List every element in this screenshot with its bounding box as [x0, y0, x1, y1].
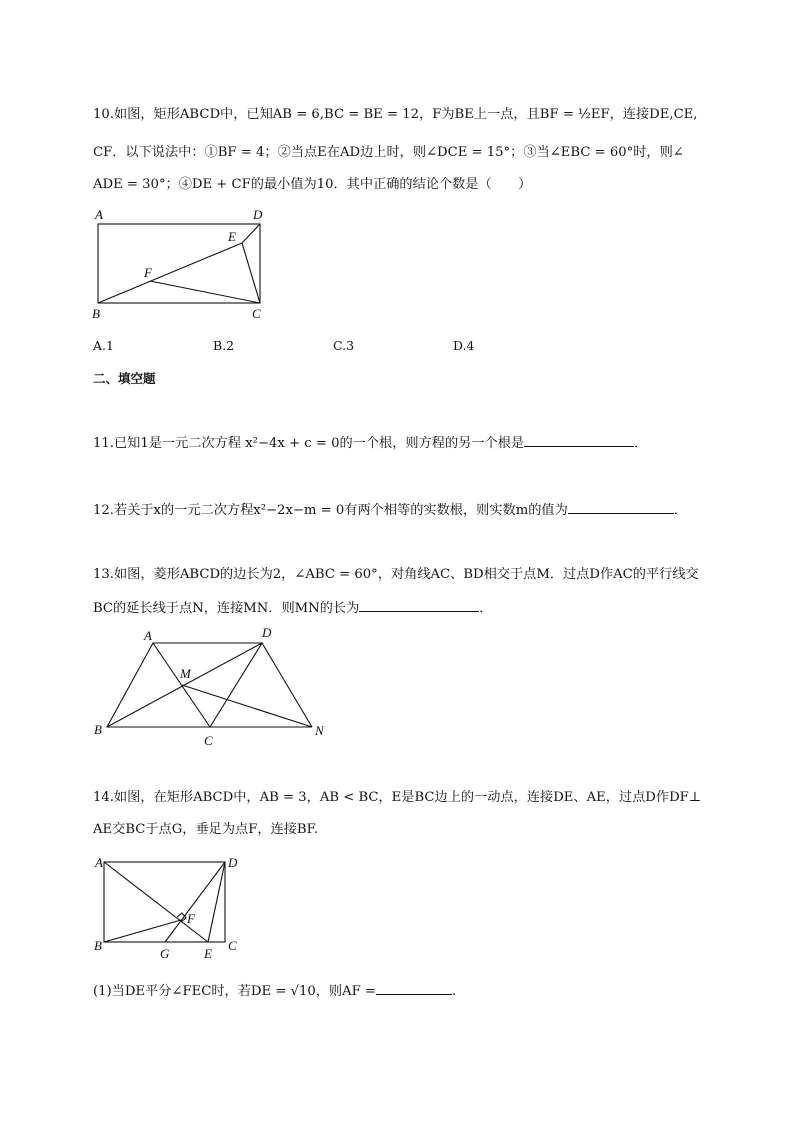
- q11-end: ．: [634, 436, 648, 451]
- q13-stem: BC的延长线于点N，连接MN．则MN的长为: [93, 601, 360, 616]
- q14-sub1: [93, 982, 456, 1000]
- q13-label-n: N: [315, 723, 324, 738]
- q14-label-f: F: [187, 911, 195, 926]
- q14-sub1-blank[interactable]: [376, 982, 452, 995]
- q10-label-a: A: [95, 207, 103, 222]
- q14-line1: 14.如图，在矩形ABCD中，AB = 3，AB < BC，E是BC边上的一动点，连接DE、AE，过点D作DF⊥: [93, 790, 702, 805]
- q14-rect-abcd: [104, 862, 225, 942]
- q14-label-a: A: [95, 855, 103, 870]
- q10-option-b: B.2: [213, 338, 235, 353]
- q13-label-b: B: [94, 722, 102, 737]
- q10-label-e: E: [228, 229, 236, 244]
- q14-label-c: C: [228, 938, 237, 953]
- q13-line1: 13.如图，菱形ABCD的边长为2，∠ABC = 60°，对角线AC、BD相交于点M．过点D作AC的平行线交: [93, 567, 699, 582]
- q10-label-d: D: [253, 207, 263, 222]
- q14-seg-bf: [104, 920, 181, 942]
- q14-seg-ae: [104, 862, 208, 942]
- q13-end: ．: [479, 601, 493, 616]
- q13-label-c: C: [204, 733, 213, 748]
- q10-option-c: C.3: [333, 338, 355, 353]
- q10-line3: ADE = 30°；④DE + CF的最小值为10．其中正确的结论个数是（ ）: [93, 177, 532, 192]
- q14-label-b: B: [94, 938, 102, 953]
- q13-label-d: D: [262, 625, 272, 640]
- q10-line2: CF．以下说法中：①BF = 4；②当点E在AD边上时，则∠DCE = 15°；③当∠EBC = 60°时，则∠: [93, 145, 684, 160]
- q12-end: ．: [673, 503, 687, 518]
- q10-option-d: D.4: [453, 338, 475, 353]
- q13-label-m: M: [180, 666, 191, 681]
- q10-label-f: F: [144, 265, 152, 280]
- q14-label-e: E: [204, 946, 212, 961]
- q14-line2: AE交BC于点G，垂足为点F，连接BF.: [93, 822, 318, 837]
- section-title: 二、填空题: [93, 371, 156, 386]
- q10-label-c: C: [252, 306, 261, 321]
- q14-label-g: G: [160, 946, 170, 961]
- q14-label-d: D: [228, 855, 238, 870]
- q11-stem: 11.已知1是一元二次方程 x²−4x + c = 0的一个根，则方程的另一个根是: [93, 436, 525, 451]
- q13-label-a: A: [144, 628, 152, 643]
- q10-line1: 10.如图，矩形ABCD中，已知AB = 6,BC = BE = 12，F为BE上一点，且BF = ½EF，连接DE,CE,: [93, 107, 698, 122]
- q10-option-a: A.1: [93, 338, 114, 353]
- q14-sub1-end: .: [452, 984, 457, 999]
- q14-sub1-stem: (1)当DE平分∠FEC时，若DE = √10，则AF =: [93, 984, 377, 999]
- q12-stem: 12.若关于x的一元二次方程x²−2x−m = 0有两个相等的实数根，则实数m的值为: [93, 503, 568, 518]
- q10-label-b: B: [92, 306, 100, 321]
